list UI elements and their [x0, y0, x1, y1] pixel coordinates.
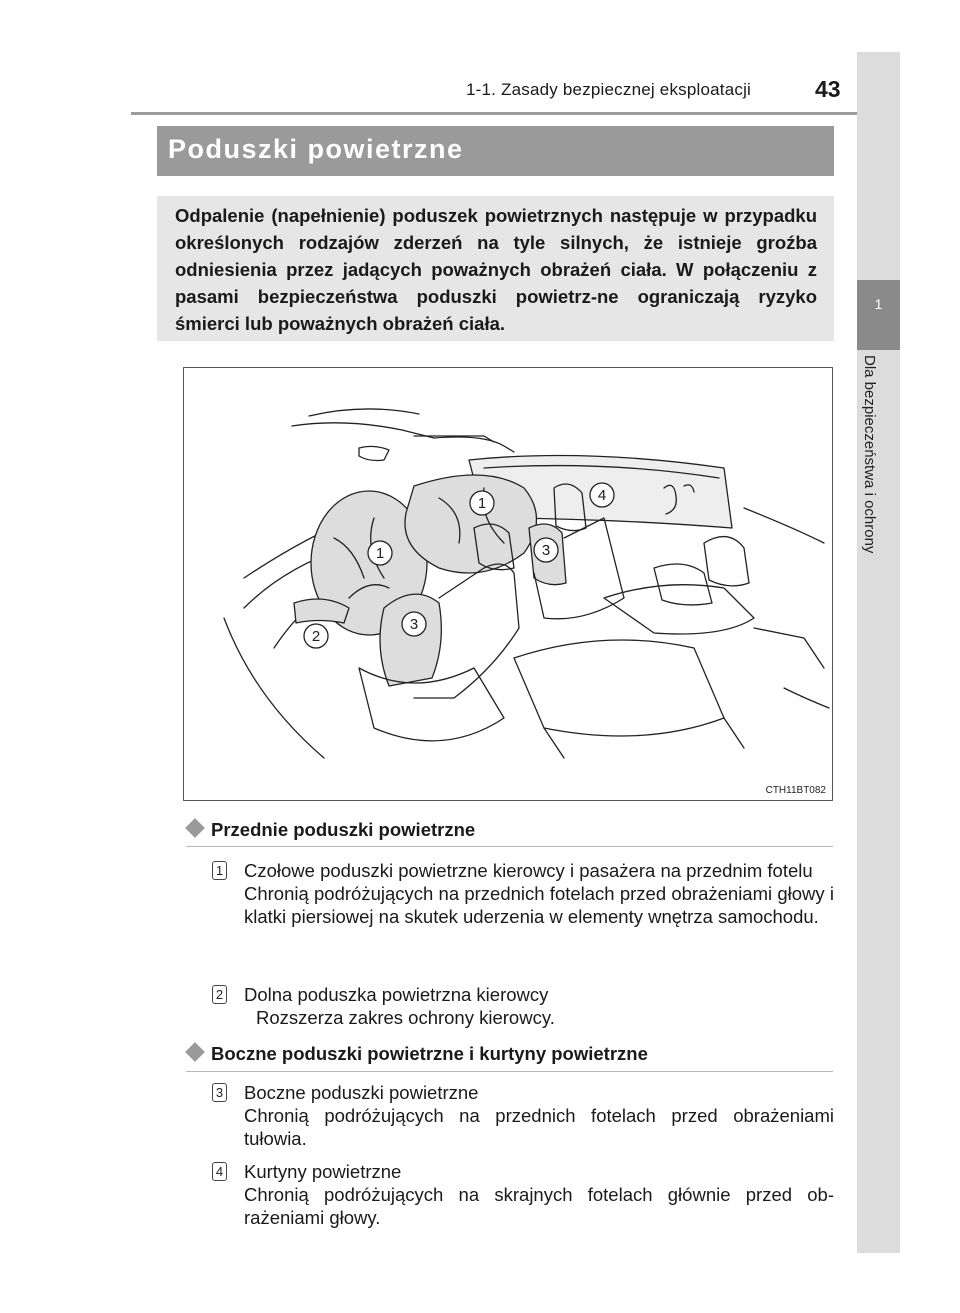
item-description: Chronią podróżujących na przednich fotelach przed obrażeniami głowy i klatki piersiowej na skutek uderzenia w elementy wnętrza samochodu. — [244, 883, 834, 927]
callout-3-passenger — [534, 538, 558, 562]
item-description: Chronią podróżujących na przednich fotelach przed obrażeniami tułowia. — [244, 1105, 834, 1149]
callout-label: 3 — [409, 616, 419, 633]
side-chapter-tab — [857, 52, 900, 1253]
callout-3-driver — [402, 612, 426, 636]
diamond-bullet-icon — [185, 818, 205, 838]
item-description: Chronią podróżujących na skrajnych fotelach głównie przed ob-rażeniami głowy. — [244, 1184, 834, 1228]
callout-1-passenger — [470, 491, 494, 515]
callout-label: 1 — [477, 495, 487, 512]
subheading-front-airbags — [186, 819, 475, 841]
callout-2 — [304, 624, 328, 648]
section-title: Poduszki powietrzne — [168, 134, 464, 164]
side-chapter-tab-active — [857, 280, 900, 350]
subheading-label: Przednie poduszki powietrzne — [211, 819, 476, 840]
figure-code: CTH11BT082 — [765, 785, 826, 796]
callout-label: 4 — [597, 487, 607, 504]
diamond-bullet-icon — [185, 1042, 205, 1062]
callout-1-driver — [368, 541, 392, 565]
item-number-badge: 2 — [212, 985, 227, 1004]
subheading-side-airbags — [186, 1043, 648, 1065]
side-chapter-title: Dla bezpieczeństwa i ochrony — [861, 355, 878, 554]
list-item-side-airbags — [212, 1081, 834, 1150]
header-rule — [131, 112, 857, 115]
item-number-badge: 4 — [212, 1162, 227, 1181]
item-number-badge: 3 — [212, 1083, 227, 1102]
side-chapter-number: 1 — [874, 296, 883, 312]
intro-text: Odpalenie (napełnienie) poduszek powietrznych następuje w przypadku określonych rodzajów zderzeń na tyle silnych, że istnieje groźba odniesienia przez jadących poważnych obrażeń ciała. W połączeniu z pasami bezpieczeństwa poduszki powietrz-ne ograniczają ryzyko śmierci lub poważnych obrażeń ciała. — [175, 205, 817, 334]
subheading-label: Boczne poduszki powietrzne i kurtyny powietrzne — [211, 1043, 648, 1064]
item-title: Dolna poduszka powietrzna kierowcy — [244, 984, 549, 1005]
callout-4 — [590, 483, 614, 507]
page-number: 43 — [815, 76, 841, 102]
item-title: Kurtyny powietrzne — [244, 1161, 402, 1182]
list-item-curtain-airbags — [212, 1160, 834, 1229]
item-number-badge: 1 — [212, 861, 227, 880]
subheading-rule — [186, 1071, 833, 1072]
item-title: Czołowe poduszki powietrzne kierowcy i pasażera na przednim fotelu — [244, 860, 813, 881]
callout-label: 1 — [375, 545, 385, 562]
list-item-front-airbags — [212, 859, 834, 928]
item-description: Rozszerza zakres ochrony kierowcy. — [256, 1007, 555, 1028]
header-title: 1-1. Zasady bezpiecznej eksploatacji — [466, 80, 752, 99]
airbag-illustration — [183, 367, 833, 801]
item-title: Boczne poduszki powietrzne — [244, 1082, 479, 1103]
subheading-rule — [186, 846, 833, 847]
list-item-knee-airbag — [212, 983, 834, 1029]
callout-label: 3 — [541, 542, 551, 559]
airbag-drawing — [184, 368, 834, 802]
callout-label: 2 — [311, 628, 321, 645]
